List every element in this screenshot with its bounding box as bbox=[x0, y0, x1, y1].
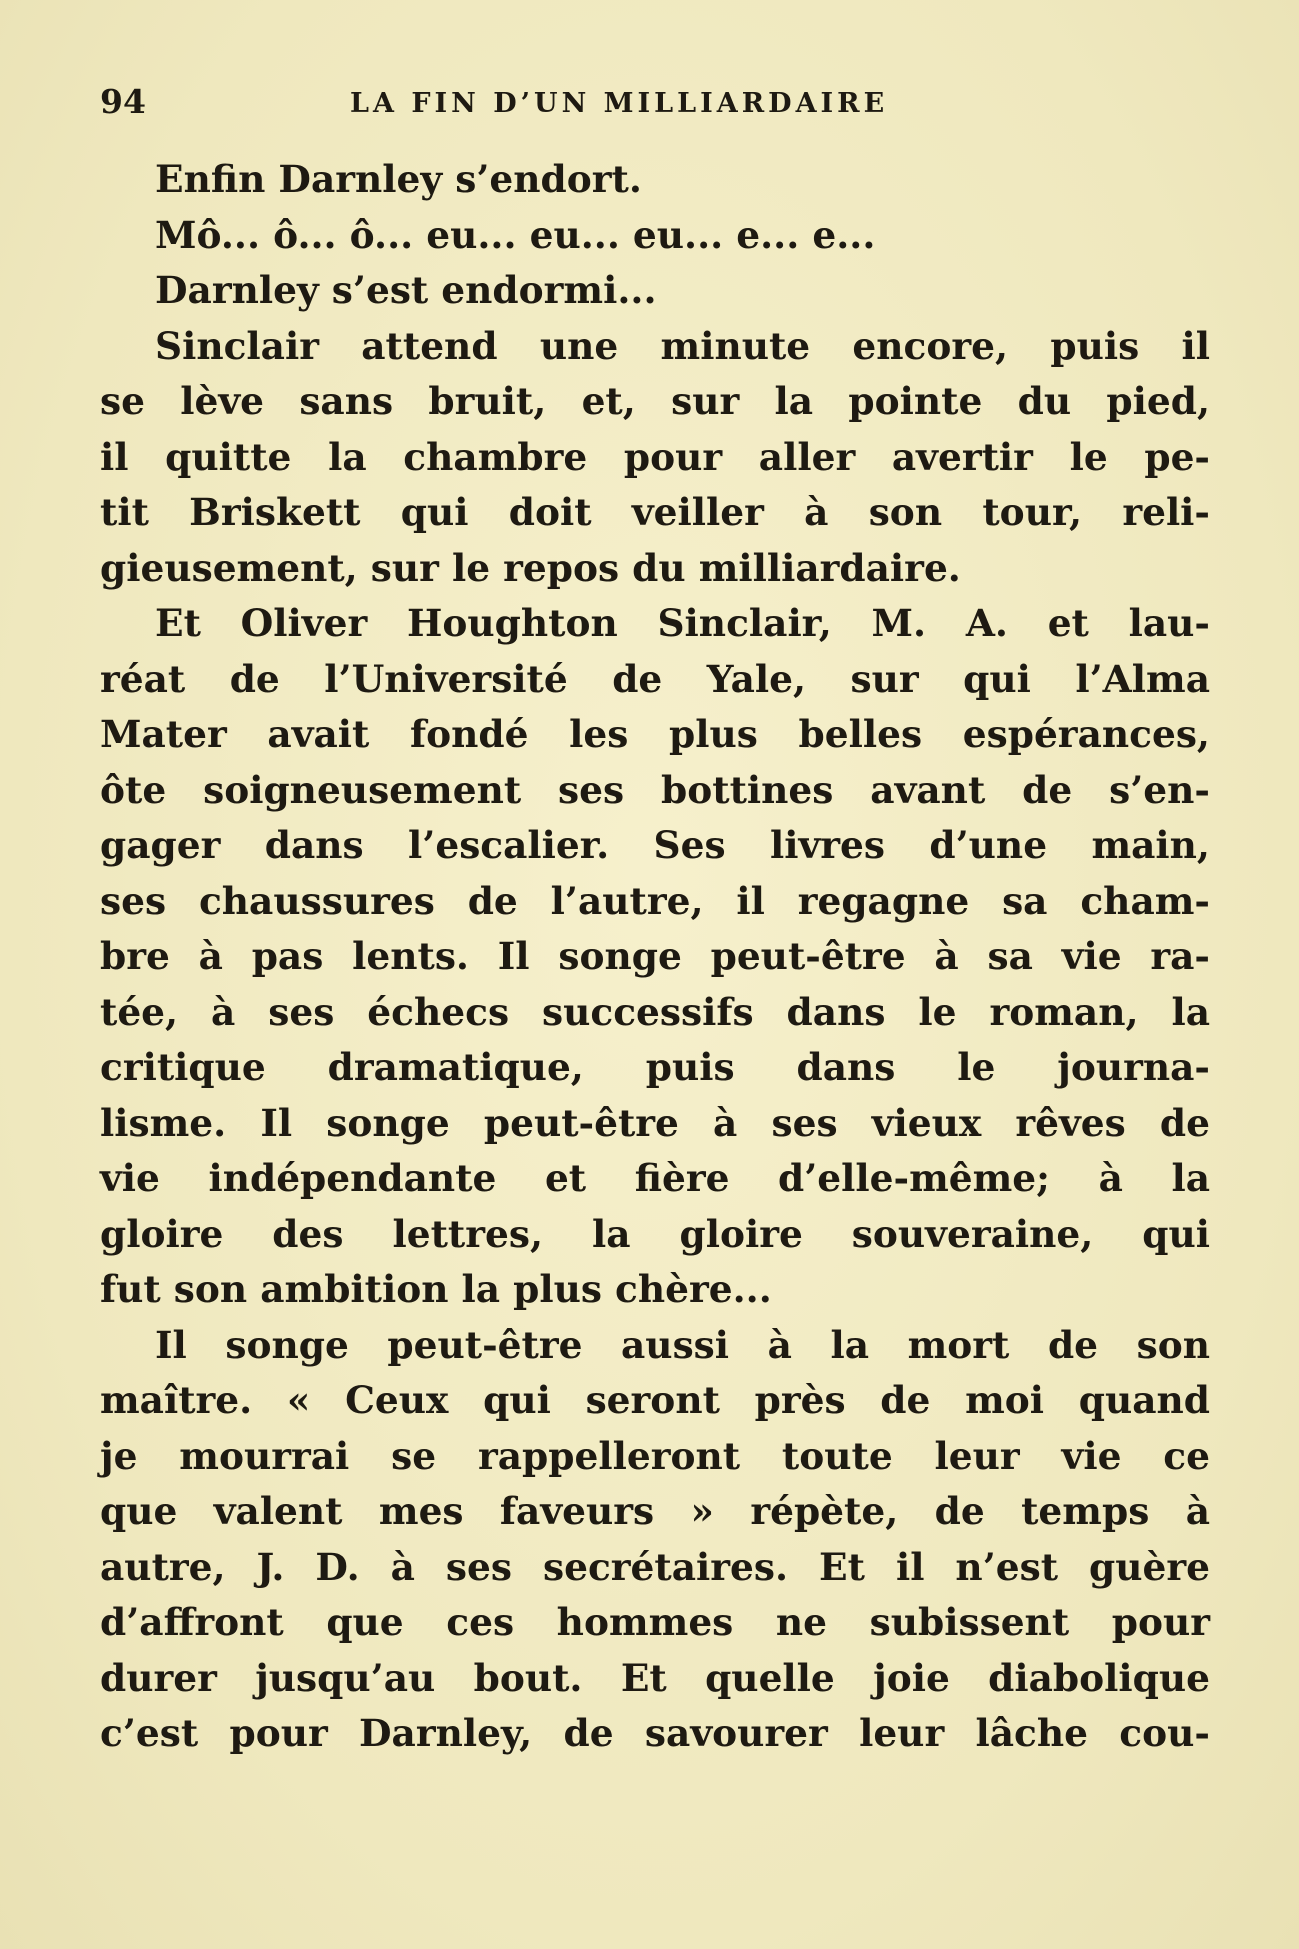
text-line: que valent mes faveurs » répète, de temps à bbox=[100, 1489, 1210, 1533]
text-line: Et Oliver Houghton Sinclair, M. A. et lau- bbox=[155, 601, 1210, 645]
text-line: autre, J. D. à ses secrétaires. Et il n’est guère bbox=[100, 1544, 1210, 1589]
text-line: gloire des lettres, la gloire souveraine, qui bbox=[100, 1211, 1210, 1256]
page-number: 94 bbox=[100, 82, 146, 121]
text-line: il quitte la chambre pour aller avertir le pe- bbox=[100, 434, 1210, 479]
text-line: bre à pas lents. Il songe peut-être à sa vie ra- bbox=[100, 934, 1210, 978]
text-line: Darnley s’est endormi... bbox=[155, 268, 657, 312]
text-line: Sinclair attend une minute encore, puis il bbox=[155, 323, 1210, 368]
page-header bbox=[100, 82, 1210, 132]
text-line: durer jusqu’au bout. Et quelle joie diabolique bbox=[100, 1655, 1210, 1700]
text-line: Mater avait fondé les plus belles espérances, bbox=[100, 712, 1210, 756]
text-line: tée, à ses échecs successifs dans le roman, la bbox=[100, 989, 1210, 1034]
text-line: je mourrai se rappelleront toute leur vie ce bbox=[100, 1433, 1210, 1478]
running-title: LA FIN D’UN MILLIARDAIRE bbox=[350, 88, 889, 119]
text-line: Il songe peut-être aussi à la mort de son bbox=[155, 1322, 1210, 1367]
text-line: Mô... ô... ô... eu... eu... eu... e... e... bbox=[155, 212, 876, 257]
text-line: c’est pour Darnley, de savourer leur lâche cou- bbox=[100, 1711, 1210, 1755]
text-line: lisme. Il songe peut-être à ses vieux rêves de bbox=[100, 1100, 1210, 1145]
text-line: Enfin Darnley s’endort. bbox=[155, 157, 642, 201]
body-text bbox=[100, 152, 1210, 1762]
text-line: ses chaussures de l’autre, il regagne sa cham- bbox=[100, 878, 1210, 923]
text-line: se lève sans bruit, et, sur la pointe du pied, bbox=[100, 379, 1210, 423]
text-line: vie indépendante et fière d’elle-même; à la bbox=[100, 1156, 1210, 1200]
text-line: d’affront que ces hommes ne subissent pour bbox=[100, 1600, 1210, 1644]
text-line: gager dans l’escalier. Ses livres d’une main, bbox=[100, 823, 1210, 867]
text-line: critique dramatique, puis dans le journa- bbox=[100, 1045, 1210, 1089]
text-line: maître. « Ceux qui seront près de moi quand bbox=[100, 1378, 1210, 1422]
text-line: réat de l’Université de Yale, sur qui l’Alma bbox=[100, 656, 1210, 701]
text-line: ôte soigneusement ses bottines avant de s’en- bbox=[100, 767, 1210, 812]
text-line: fut son ambition la plus chère... bbox=[100, 1267, 772, 1311]
text-line: gieusement, sur le repos du milliardaire. bbox=[100, 545, 961, 590]
text-line: tit Briskett qui doit veiller à son tour, reli- bbox=[100, 490, 1210, 534]
